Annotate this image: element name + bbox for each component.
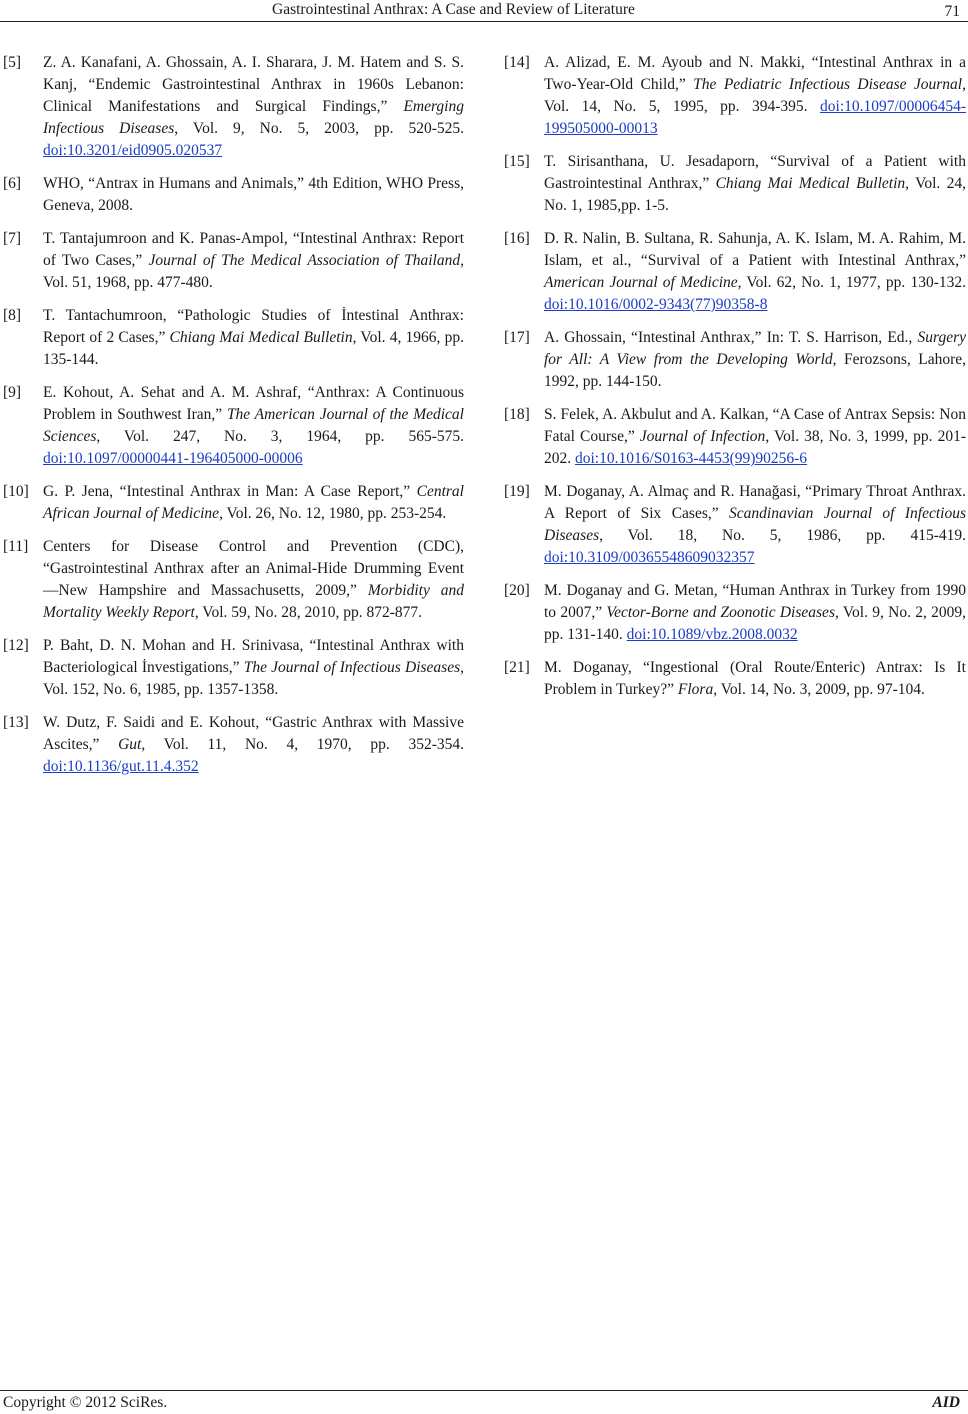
reference-authors-title: M. Doganay, “Ingestional (Oral Route/Enteric) Antrax: Is It Problem in Turkey?” bbox=[544, 659, 966, 698]
reference-authors-title: P. Baht, D. N. Mohan and H. Srinivasa, “Intestinal Anthrax with Bacteriological İnvestigations,” bbox=[43, 637, 464, 676]
reference-item bbox=[501, 657, 966, 701]
reference-details: , Vol. 51, 1968, pp. 477-480. bbox=[43, 252, 464, 291]
reference-details: , Vol. 9, No. 5, 2003, pp. 520-525. bbox=[174, 120, 465, 137]
reference-details: , Vol. 26, No. 12, 1980, pp. 253-254. bbox=[219, 505, 447, 522]
reference-authors-title: M. Doganay, A. Almaç and R. Hanağasi, “Primary Throat Anthrax. A Report of Six Cases,” bbox=[544, 483, 966, 522]
reference-journal: Chiang Mai Medical Bulletin bbox=[715, 175, 906, 192]
doi-link[interactable]: doi:10.3109/00365548609032357 bbox=[544, 549, 755, 566]
reference-text bbox=[43, 635, 464, 701]
doi-link[interactable]: doi:10.1016/S0163-4453(99)90256-6 bbox=[575, 450, 808, 467]
reference-journal: Journal of The Medical Association of Thailand bbox=[148, 252, 461, 269]
reference-authors-title: G. P. Jena, “Intestinal Anthrax in Man: A Case Report,” bbox=[43, 483, 417, 500]
reference-item bbox=[0, 228, 464, 294]
reference-item bbox=[501, 52, 966, 140]
reference-number: [9] bbox=[3, 384, 22, 401]
reference-number: [11] bbox=[3, 538, 29, 555]
reference-text bbox=[544, 151, 966, 217]
reference-journal: Journal of Infection bbox=[639, 428, 766, 445]
reference-authors-title: WHO, “Antrax in Humans and Animals,” 4th Edition, WHO Press, Geneva, 2008. bbox=[43, 175, 464, 214]
reference-authors-title: T. Tantajumroon and K. Panas-Ampol, “Intestinal Anthrax: Report of Two Cases,” bbox=[43, 230, 464, 269]
reference-item bbox=[0, 536, 464, 624]
reference-details: , Vol. 59, No. 28, 2010, pp. 872-877. bbox=[194, 604, 423, 621]
reference-number: [7] bbox=[3, 230, 22, 247]
reference-details: , Vol. 24, No. 1, 1985,pp. 1-5. bbox=[544, 175, 966, 214]
reference-journal: Flora bbox=[677, 681, 714, 698]
reference-column-left bbox=[0, 52, 464, 789]
reference-number: [21] bbox=[504, 659, 530, 676]
reference-journal: Emerging Infectious Diseases bbox=[43, 98, 464, 137]
reference-item bbox=[501, 151, 966, 217]
reference-journal: The Journal of Infectious Diseases bbox=[243, 659, 461, 676]
reference-authors-title: T. Tantachumroon, “Pathologic Studies of İntestinal Anthrax: Report of 2 Cases,” bbox=[43, 307, 464, 346]
reference-authors-title: A. Ghossain, “Intestinal Anthrax,” In: T. S. Harrison, Ed., bbox=[544, 329, 918, 346]
reference-authors-title: S. Felek, A. Akbulut and A. Kalkan, “A Case of Antrax Sepsis: Non Fatal Course,” bbox=[544, 406, 966, 445]
reference-journal: Gut bbox=[118, 736, 142, 753]
journal-abbreviation: AID bbox=[932, 1394, 960, 1411]
reference-text bbox=[43, 481, 464, 525]
reference-number: [5] bbox=[3, 54, 22, 71]
reference-details: , Ferozsons, Lahore, 1992, pp. 144-150. bbox=[544, 351, 967, 390]
reference-text bbox=[544, 481, 966, 569]
reference-journal: The American Journal of the Medical Sciences bbox=[43, 406, 464, 445]
reference-number: [13] bbox=[3, 714, 29, 731]
doi-link[interactable]: doi:10.1097/00000441-196405000-00006 bbox=[43, 450, 303, 467]
reference-details: , Vol. 14, No. 5, 1995, pp. 394-395. bbox=[544, 76, 966, 115]
copyright-notice: Copyright © 2012 SciRes. bbox=[3, 1394, 168, 1411]
reference-item bbox=[0, 173, 464, 217]
header-rule bbox=[0, 21, 968, 22]
reference-authors-title: A. Alizad, E. M. Ayoub and N. Makki, “Intestinal Anthrax in a Two-Year-Old Child,” bbox=[544, 54, 966, 93]
reference-authors-title: Z. A. Kanafani, A. Ghossain, A. I. Sharara, J. M. Hatem and S. S. Kanj, “Endemic Gastrointestinal Anthrax in 1960s Lebanon: Clinical Manifestations and Surgical Findings,” bbox=[43, 54, 464, 115]
reference-details: , Vol. 152, No. 6, 1985, pp. 1357-1358. bbox=[43, 659, 464, 698]
reference-journal: Surgery for All: A View from the Developing World bbox=[544, 329, 966, 368]
reference-number: [18] bbox=[504, 406, 530, 423]
reference-text bbox=[544, 228, 966, 316]
reference-item bbox=[0, 712, 464, 778]
reference-text bbox=[544, 327, 966, 393]
page-number: 71 bbox=[944, 3, 960, 20]
doi-link[interactable]: doi:10.1016/0002-9343(77)90358-8 bbox=[544, 296, 768, 313]
reference-text bbox=[544, 404, 966, 470]
reference-details: , Vol. 4, 1966, pp. 135-144. bbox=[43, 329, 464, 368]
reference-authors-title: M. Doganay and G. Metan, “Human Anthrax in Turkey from 1990 to 2007,” bbox=[544, 582, 966, 621]
reference-item bbox=[501, 481, 966, 569]
reference-journal: Chiang Mai Medical Bulletin bbox=[169, 329, 353, 346]
reference-details: , Vol. 11, No. 4, 1970, pp. 352-354. bbox=[141, 736, 464, 753]
reference-number: [20] bbox=[504, 582, 530, 599]
reference-journal: Morbidity and Mortality Weekly Report bbox=[43, 582, 465, 621]
reference-number: [14] bbox=[504, 54, 530, 71]
footer-rule bbox=[0, 1390, 968, 1391]
reference-item bbox=[501, 327, 966, 393]
reference-authors-title: D. R. Nalin, B. Sultana, R. Sahunja, A. K. Islam, M. A. Rahim, M. Islam, et al., “Survival of a Patient with Intestinal Anthrax,” bbox=[544, 230, 966, 269]
reference-item bbox=[0, 305, 464, 371]
reference-number: [12] bbox=[3, 637, 29, 654]
reference-journal: The Pediatric Infectious Disease Journal bbox=[693, 76, 963, 93]
reference-details: , Vol. 14, No. 3, 2009, pp. 97-104. bbox=[713, 681, 925, 698]
reference-authors-title: T. Sirisanthana, U. Jesadaporn, “Survival of a Patient with Gastrointestinal Anthrax,” bbox=[544, 153, 966, 192]
reference-item bbox=[0, 382, 464, 470]
reference-item bbox=[501, 580, 966, 646]
doi-link[interactable]: doi:10.1097/00006454-199505000-00013 bbox=[544, 98, 966, 137]
reference-text bbox=[43, 173, 464, 217]
reference-details: , Vol. 247, No. 3, 1964, pp. 565-575. bbox=[96, 428, 464, 445]
reference-item bbox=[0, 481, 464, 525]
reference-text bbox=[544, 52, 966, 140]
reference-text bbox=[43, 536, 464, 624]
reference-text bbox=[43, 305, 464, 371]
reference-item bbox=[501, 228, 966, 316]
reference-number: [10] bbox=[3, 483, 29, 500]
reference-journal: American Journal of Medicine bbox=[544, 274, 738, 291]
doi-link[interactable]: doi:10.3201/eid0905.020537 bbox=[43, 142, 223, 159]
reference-journal: Scandinavian Journal of Infectious Diseases bbox=[544, 505, 966, 544]
reference-authors-title: W. Dutz, F. Saidi and E. Kohout, “Gastric Anthrax with Massive Ascites,” bbox=[43, 714, 464, 753]
reference-item bbox=[501, 404, 966, 470]
reference-item bbox=[0, 52, 464, 162]
reference-text bbox=[544, 580, 966, 646]
reference-text bbox=[43, 228, 464, 294]
reference-text bbox=[544, 657, 966, 701]
reference-details: , Vol. 9, No. 2, 2009, pp. 131-140. bbox=[544, 604, 967, 643]
reference-number: [19] bbox=[504, 483, 530, 500]
reference-column-right bbox=[501, 52, 966, 712]
reference-authors-title: E. Kohout, A. Sehat and A. M. Ashraf, “Anthrax: A Continuous Problem in Southwest Iran,” bbox=[43, 384, 464, 423]
reference-details: , Vol. 38, No. 3, 1999, pp. 201-202. bbox=[544, 428, 966, 467]
reference-journal: Vector-Borne and Zoonotic Diseases bbox=[606, 604, 835, 621]
doi-link[interactable]: doi:10.1089/vbz.2008.0032 bbox=[626, 626, 798, 643]
reference-number: [8] bbox=[3, 307, 22, 324]
reference-text bbox=[43, 712, 464, 778]
reference-text bbox=[43, 52, 464, 162]
reference-details: , Vol. 18, No. 5, 1986, pp. 415-419. bbox=[599, 527, 966, 544]
reference-authors-title: Centers for Disease Control and Prevention (CDC), “Gastrointestinal Anthrax after an Animal-Hide Drumming Event—New Hampshire and Massachusetts, 2009,” bbox=[43, 538, 464, 599]
reference-number: [16] bbox=[504, 230, 530, 247]
reference-text bbox=[43, 382, 464, 470]
reference-item bbox=[0, 635, 464, 701]
running-title: Gastrointestinal Anthrax: A Case and Review of Literature bbox=[272, 1, 635, 18]
reference-number: [17] bbox=[504, 329, 530, 346]
reference-details: , Vol. 62, No. 1, 1977, pp. 130-132. bbox=[737, 274, 966, 291]
reference-number: [15] bbox=[504, 153, 530, 170]
reference-number: [6] bbox=[3, 175, 22, 192]
reference-journal: Central African Journal of Medicine bbox=[43, 483, 464, 522]
doi-link[interactable]: doi:10.1136/gut.11.4.352 bbox=[43, 758, 199, 775]
